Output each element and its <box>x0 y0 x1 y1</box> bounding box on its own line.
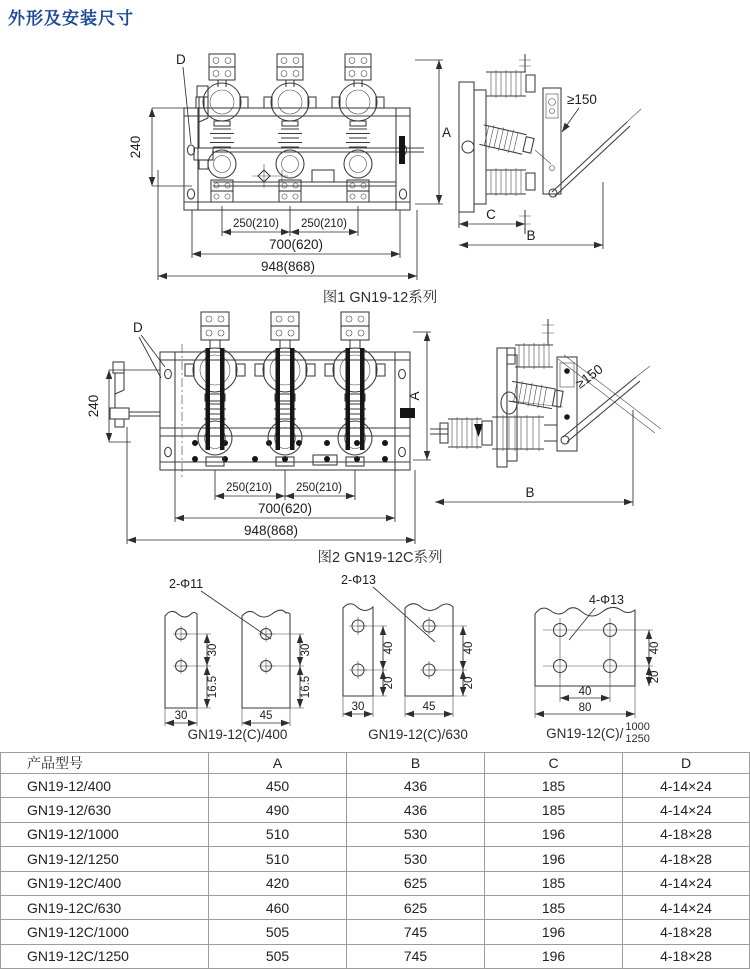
caption-rating-bottom: 1250 <box>625 732 650 745</box>
col-header-model: 产品型号 <box>1 753 209 774</box>
cell-model: GN19-12C/1000 <box>1 920 209 944</box>
hole-pattern-630-drawing <box>333 568 503 728</box>
hole-plate <box>242 610 304 708</box>
dim-label-a: A <box>407 391 422 401</box>
cell-a: 420 <box>209 871 347 895</box>
dim-label: 30 <box>174 710 188 722</box>
dim-label: 80 <box>578 702 592 714</box>
dim-label-min150: ≥150 <box>572 361 606 392</box>
dim-label-250-right: 250(210) <box>295 482 343 494</box>
dim-label: 16.5 <box>207 675 219 699</box>
dim-label-948: 948(868) <box>243 523 299 538</box>
dim-label-b: B <box>525 485 535 500</box>
table-row <box>1 822 750 846</box>
cell-c: 185 <box>485 871 623 895</box>
dim-label: 30 <box>351 701 365 713</box>
fig2-side-view-drawing <box>430 315 667 515</box>
table-header-row <box>1 753 750 774</box>
cell-b: 436 <box>347 774 485 798</box>
cell-a: 510 <box>209 822 347 846</box>
cell-a: 490 <box>209 798 347 822</box>
table-row <box>1 847 750 871</box>
dim-label: 20 <box>649 670 661 684</box>
cell-b: 625 <box>347 895 485 919</box>
dim-label-700: 700(620) <box>257 501 313 516</box>
cell-c: 185 <box>485 774 623 798</box>
fig1-dimensions <box>128 52 451 280</box>
fig2-side-dimensions <box>435 361 633 506</box>
cell-model: GN19-12/1250 <box>1 847 209 871</box>
cell-c: 196 <box>485 847 623 871</box>
dim-label: 40 <box>463 641 475 655</box>
col-header-c: C <box>485 753 623 774</box>
col-header-a: A <box>209 753 347 774</box>
dim-label-b: B <box>526 228 536 243</box>
page-title: 外形及安装尺寸 <box>8 9 134 28</box>
fig2-dimensions <box>86 320 431 544</box>
dim-label-a: A <box>442 125 452 140</box>
cell-d: 4-14×24 <box>623 871 750 895</box>
table-row <box>1 798 750 822</box>
table-row <box>1 944 750 968</box>
fig1-caption: 图1 GN19-12系列 <box>322 290 438 306</box>
pole-assembly <box>332 54 384 202</box>
caption-rating-top: 1000 <box>625 721 650 733</box>
cell-d: 4-18×28 <box>623 944 750 968</box>
cell-c: 185 <box>485 895 623 919</box>
dim-label-948: 948(868) <box>260 259 316 274</box>
cell-c: 185 <box>485 798 623 822</box>
dim-label: 20 <box>463 676 475 690</box>
caption-rating-stack <box>625 722 649 746</box>
dim-label: 40 <box>383 641 395 655</box>
table-row <box>1 871 750 895</box>
caption-prefix: GN19-12(C)/ <box>546 726 624 742</box>
cell-model: GN19-12/1000 <box>1 822 209 846</box>
fig2-front-view-drawing <box>75 312 455 562</box>
cell-model: GN19-12/630 <box>1 798 209 822</box>
cell-a: 450 <box>209 774 347 798</box>
cell-b: 436 <box>347 798 485 822</box>
dim-label-700: 700(620) <box>268 237 324 252</box>
cell-c: 196 <box>485 944 623 968</box>
hole-plate <box>165 611 211 708</box>
dim-label: 40 <box>578 686 592 698</box>
dim-label: 16.5 <box>300 675 312 699</box>
cell-d: 4-14×24 <box>623 774 750 798</box>
pole-assembly <box>255 312 315 466</box>
hole-pattern-1000-drawing <box>503 566 705 722</box>
cell-d: 4-18×28 <box>623 847 750 871</box>
hole-pattern-630-caption: GN19-12(C)/630 <box>368 727 468 742</box>
operating-handle <box>563 377 640 442</box>
hole-plate <box>535 607 653 686</box>
col-header-b: B <box>347 753 485 774</box>
dim-label-d: D <box>176 52 186 67</box>
cell-b: 745 <box>347 944 485 968</box>
col-header-d: D <box>623 753 750 774</box>
cell-a: 510 <box>209 847 347 871</box>
dim-label-250-right: 250(210) <box>300 218 348 230</box>
dim-label: 20 <box>383 676 395 690</box>
dim-label-240: 240 <box>128 135 143 159</box>
dim-label: 45 <box>259 710 273 722</box>
cell-model: GN19-12/400 <box>1 774 209 798</box>
fig2-operating-mechanism <box>110 362 415 427</box>
cell-a: 505 <box>209 920 347 944</box>
cell-b: 625 <box>347 871 485 895</box>
pole-assembly <box>196 54 248 202</box>
cell-d: 4-18×28 <box>623 920 750 944</box>
cell-b: 745 <box>347 920 485 944</box>
cell-d: 4-14×24 <box>623 895 750 919</box>
cell-d: 4-14×24 <box>623 798 750 822</box>
table-row <box>1 895 750 919</box>
fig1-side-dimensions <box>459 92 603 249</box>
pole-assembly <box>264 54 316 202</box>
hole-label-630: 2-Φ13 <box>341 573 376 587</box>
cell-model: GN19-12C/630 <box>1 895 209 919</box>
fig1-side-view-drawing <box>455 52 650 267</box>
cell-a: 505 <box>209 944 347 968</box>
dim-label-240: 240 <box>86 394 101 418</box>
fig2-side-body <box>430 319 661 467</box>
dim-label-c: C <box>486 207 496 222</box>
hole-label-1000: 4-Φ13 <box>589 593 624 607</box>
table-row <box>1 774 750 798</box>
cell-d: 4-18×28 <box>623 822 750 846</box>
hole-pattern-1000-caption <box>498 722 698 746</box>
cell-a: 460 <box>209 895 347 919</box>
cell-c: 196 <box>485 822 623 846</box>
hole-label-400: 2-Φ11 <box>169 577 204 591</box>
dim-label-min150: ≥150 <box>567 92 597 107</box>
cell-model: GN19-12C/400 <box>1 871 209 895</box>
fig1-front-view-drawing <box>72 50 452 306</box>
cell-b: 530 <box>347 822 485 846</box>
hole-plate <box>343 604 387 696</box>
dim-label: 30 <box>300 643 312 657</box>
operating-handle <box>552 122 630 196</box>
hole-pattern-400-caption: GN19-12(C)/400 <box>187 727 288 742</box>
dim-label-250-left: 250(210) <box>232 218 280 230</box>
cell-c: 196 <box>485 920 623 944</box>
fig2-frame <box>160 344 410 478</box>
dimension-table <box>0 752 750 969</box>
dim-label: 40 <box>649 641 661 655</box>
dim-label: 30 <box>207 643 219 657</box>
hole-pattern-400-drawing <box>145 568 330 728</box>
hole-plate <box>405 604 467 696</box>
dim-label: 45 <box>422 701 436 713</box>
fig1-poles <box>196 54 384 202</box>
cell-b: 530 <box>347 847 485 871</box>
fig2-caption: 图2 GN19-12C系列 <box>317 550 443 566</box>
dim-label-250-left: 250(210) <box>225 482 273 494</box>
cell-model: GN19-12C/1250 <box>1 944 209 968</box>
table-row <box>1 920 750 944</box>
dim-label-d: D <box>133 320 143 335</box>
